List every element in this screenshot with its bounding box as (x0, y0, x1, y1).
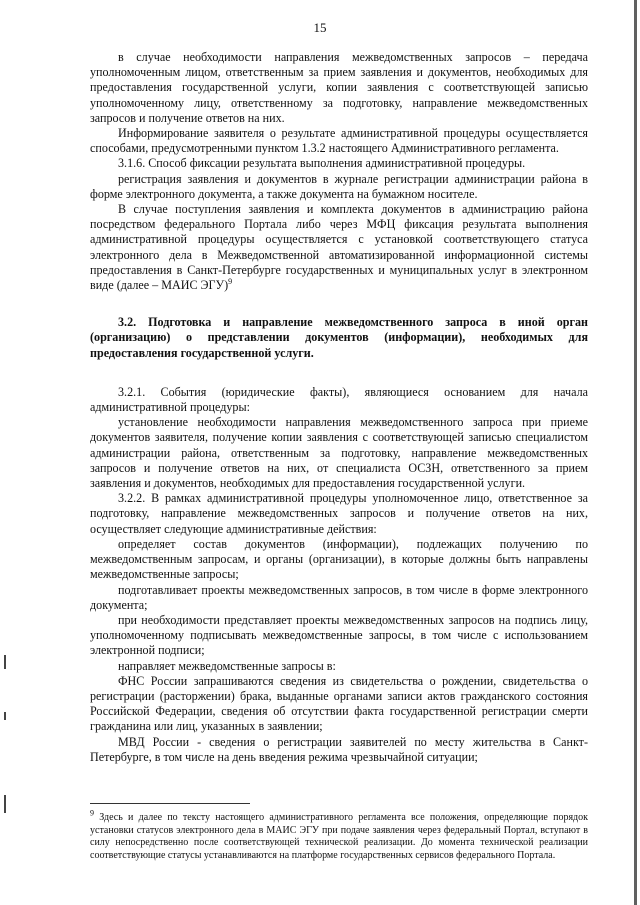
paragraph: направляет межведомственные запросы в: (118, 658, 336, 673)
paragraph: установление необходимости направления межведомственного запроса при приеме документов заявителя, получение копии заявления с соответствующей записью специалистом администрации района, ответственным за подготовку, направление межведомственных запросов и получение ответов на них, от специалиста ОСЗН, ответственного за прием заявления и документов, необходимых для предоставления государственной услуги. (90, 415, 588, 491)
paragraph (90, 202, 588, 293)
footnote-divider (90, 803, 250, 804)
section-heading: 3.2. Подготовка и направление межведомственного запроса в иной орган (организацию) о представлении документов (информации), необходимых для предоставления государственной услуги. (90, 315, 588, 360)
footnote-number: 9 (90, 808, 94, 818)
scan-edge-mark (4, 795, 6, 813)
paragraph: МВД России - сведения о регистрации заявителей по месту жительства в Санкт-Петербурге, в том числе на день введения режима чрезвычайной ситуации; (90, 734, 588, 764)
paragraph: ФНС России запрашиваются сведения из свидетельства о рождении, свидетельства о регистрации (расторжении) брака, выданные органами записи актов гражданского состояния Российской Федерации, сведения об отсутствии факта государственной регистрации смерти гражданина или лиц, указанных в заявлении; (90, 673, 588, 734)
paragraph: 3.2.1. События (юридические факты), являющиеся основанием для начала административной процедуры: (90, 384, 588, 415)
paragraph: регистрация заявления и документов в журнале регистрации администрации района в форме электронного документа, а также документа на бумажном носителе. (90, 171, 588, 201)
page-number: 15 (313, 20, 327, 35)
scan-edge-mark (4, 655, 6, 669)
paragraph: 3.1.6. Способ фиксации результата выполнения административной процедуры. (118, 156, 526, 171)
paragraph: при необходимости представляет проекты межведомственных запросов на подпись лицу, уполномоченному подписывать межведомственные запросы, в том числе с использованием электронной подписи; (90, 612, 588, 658)
scan-edge-mark (634, 0, 637, 905)
footnote-ref[interactable]: 9 (228, 277, 233, 287)
scan-edge-mark (4, 712, 6, 720)
paragraph-text: В случае поступления заявления и комплекта документов в администрацию района посредством федерального Портала либо через МФЦ фиксация результата выполнения административной процедуры осуществляется с установкой соответствующего статуса электронного дела в Межведомственной автоматизированной информационной системы предоставления в Санкт-Петербурге государственных и муниципальных услуг в электронном виде (далее – МАИС ЭГУ) (90, 202, 588, 293)
footnote-text: Здесь и далее по тексту настоящего административного регламента все положения, определяющие порядок установки статусов электронного дела в МАИС ЭГУ при подаче заявления через федеральный Портал, вступают в силу непосредственно после соответствующей технической реализации. До момента технической реализации соответствующие статусы устанавливаются на платформе государственных сервисов федерального Портала. (90, 812, 589, 861)
paragraph: подготавливает проекты межведомственных запросов, в том числе в форме электронного документа; (90, 582, 588, 612)
footnote (90, 808, 589, 862)
paragraph: 3.2.2. В рамках административной процедуры уполномоченное лицо, ответственное за подготовку, направление межведомственных запросов и получение ответов на них, осуществляет следующие административные действия: (90, 491, 588, 536)
paragraph: Информирование заявителя о результате административной процедуры осуществляется способами, предусмотренными пунктом 1.3.2 настоящего Административного регламента. (90, 126, 588, 156)
document-body (90, 50, 588, 765)
paragraph: определяет состав документов (информации), подлежащих получению по межведомственным запросам, и органы (организации), в которые должны быть направлены межведомственные запросы; (90, 536, 588, 582)
paragraph: в случае необходимости направления межведомственных запросов – передача уполномоченным лицом, ответственным за прием заявления и документов, необходимых для предоставления государственной услуги, копии заявления с соответствующей записью уполномоченному лицу, ответственному за подготовку, направление межведомственных запросов и получение ответов на них. (90, 50, 588, 125)
